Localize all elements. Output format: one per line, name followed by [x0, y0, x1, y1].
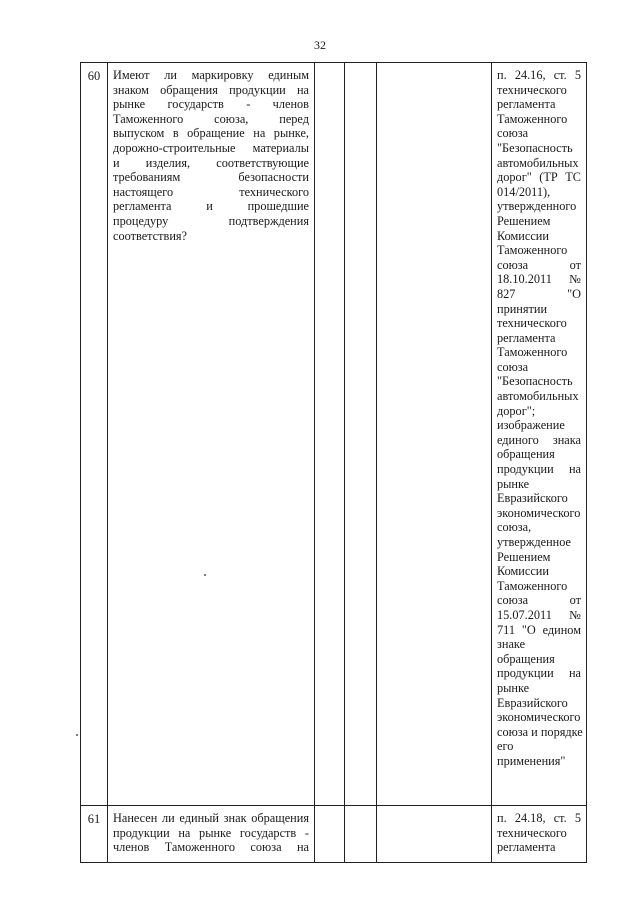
empty-cell	[345, 806, 377, 863]
reference-line: регламента	[497, 97, 556, 112]
reference-cell	[492, 63, 587, 806]
question-line: требованиям безопасности	[113, 170, 309, 185]
question-line: соответствия?	[113, 228, 188, 243]
question-line: знаком обращения продукции на	[113, 82, 309, 97]
reference-line: п. 24.18, ст. 5	[497, 811, 581, 825]
question-line: Нанесен ли единый знак обращения	[113, 811, 309, 825]
row-number: 61	[81, 806, 108, 863]
empty-cell	[315, 63, 345, 806]
question-line: процедуру подтверждения	[113, 213, 309, 228]
table-row	[81, 806, 587, 863]
reference-line: "Безопасность	[497, 374, 573, 389]
question-line: дорожно-строительные материалы	[113, 140, 309, 155]
reference-line: экономического	[497, 710, 581, 725]
reference-line: дорог";	[497, 403, 536, 418]
reference-line: утвержденного	[497, 199, 577, 214]
reference-line: технического	[497, 82, 567, 97]
reference-line: Евразийского	[497, 695, 568, 710]
reference-line: регламента	[497, 330, 556, 345]
reference-line: союза	[497, 126, 529, 141]
reference-line: Таможенного	[497, 345, 568, 360]
reference-line: обращения	[497, 651, 555, 666]
reference-line: обращения	[497, 447, 555, 462]
reference-line: Евразийского	[497, 491, 568, 506]
reference-line: 014/2011),	[497, 184, 551, 199]
reference-line: экономического	[497, 505, 581, 520]
scan-speck	[76, 734, 78, 736]
table-row	[81, 63, 587, 806]
reference-line: применения"	[497, 753, 566, 768]
reference-line: знаке	[497, 637, 526, 652]
question-line: продукции на рынке государств -	[113, 825, 309, 840]
reference-line: союза,	[497, 520, 532, 535]
reference-line: п. 24.16, ст. 5	[497, 68, 581, 82]
reference-line: утвержденное	[497, 535, 571, 549]
reference-line: Комиссии	[497, 228, 549, 243]
question-line: Имеют ли маркировку единым	[113, 68, 309, 82]
reference-line: продукции на	[497, 462, 581, 477]
question-line: выпуском в обращение на рынке,	[113, 126, 309, 141]
question-line: регламента и прошедшие	[113, 199, 309, 214]
reference-line: союза от	[497, 593, 581, 608]
scan-speck	[204, 574, 206, 576]
reference-line: единого знака	[497, 432, 581, 447]
page-number: 32	[314, 38, 326, 52]
reference-line: изображение	[497, 418, 565, 433]
reference-line: 18.10.2011 №	[497, 272, 581, 287]
reference-line: 711 "О едином	[497, 622, 581, 637]
question-line: рынке государств - членов	[113, 97, 309, 112]
reference-line: рынке	[497, 680, 530, 695]
reference-line: принятии	[497, 301, 548, 316]
reference-line: технического	[497, 825, 567, 840]
reference-line: автомобильных	[497, 155, 579, 170]
reference-line: автомобильных	[497, 389, 579, 404]
reference-line: союза	[497, 359, 529, 374]
empty-cell	[345, 63, 377, 806]
reference-line: регламента	[497, 840, 556, 855]
reference-line: его	[497, 739, 514, 754]
empty-cell	[315, 806, 345, 863]
reference-line: союза и порядке	[497, 724, 583, 739]
reference-line: Комиссии	[497, 564, 549, 579]
empty-cell	[377, 63, 492, 806]
question-line: членов Таможенного союза на	[113, 840, 309, 855]
reference-line: 827 "О	[497, 286, 581, 301]
checklist-table	[80, 62, 587, 863]
reference-line: технического	[497, 316, 567, 331]
question-line: и изделия, соответствующие	[113, 155, 309, 170]
reference-cell	[492, 806, 587, 863]
question-line: настоящего технического	[113, 184, 309, 199]
reference-line: Таможенного	[497, 243, 568, 258]
reference-line: Таможенного	[497, 111, 568, 126]
row-number: 60	[81, 63, 108, 806]
reference-line: рынке	[497, 476, 530, 491]
reference-line: Решением	[497, 549, 551, 564]
question-line: Таможенного союза, перед	[113, 111, 309, 126]
question-cell	[108, 63, 315, 806]
reference-line: продукции на	[497, 666, 581, 681]
reference-line: "Безопасность	[497, 140, 573, 155]
empty-cell	[377, 806, 492, 863]
question-cell	[108, 806, 315, 863]
reference-line: Таможенного	[497, 578, 568, 593]
reference-line: 15.07.2011 №	[497, 607, 581, 622]
reference-line: дорог" (ТР ТС	[497, 170, 581, 185]
reference-line: Решением	[497, 213, 551, 228]
reference-line: союза от	[497, 257, 581, 272]
